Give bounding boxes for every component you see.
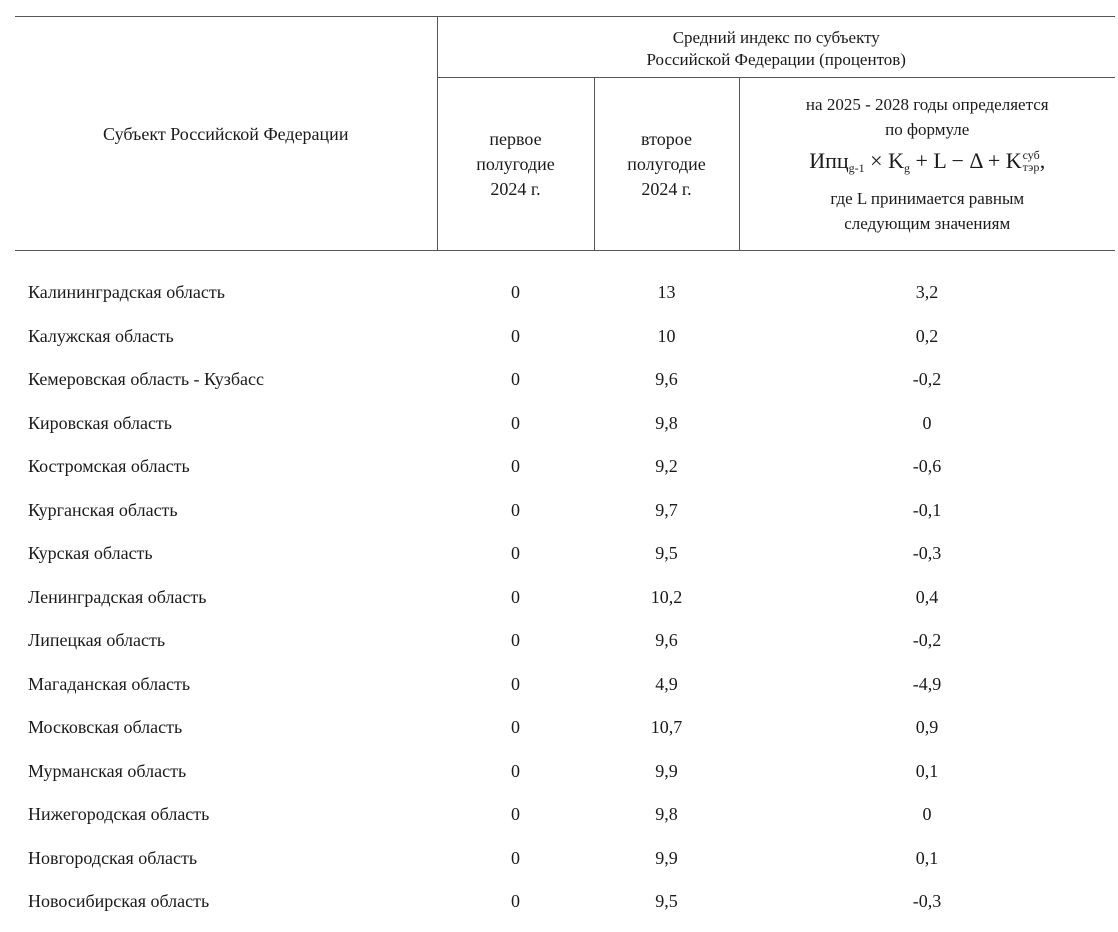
region-name-cell: Калининградская область [28,282,225,303]
second-half-value-cell: 9,7 [655,499,678,520]
second-half-value-cell: 9,6 [655,369,678,390]
l-value-cell: -4,9 [912,673,942,694]
second-half-value-cell: 9,2 [655,456,678,477]
first-half-value-cell: 0 [511,543,520,564]
formula-sup-sub [1023,149,1040,173]
l-value-cell: 0,4 [915,586,939,607]
first-half-value-cell: 0 [511,717,520,738]
formula-ipc: Ипц [809,148,849,173]
formula-expression [740,144,1116,185]
header-first-half-line2: полугодие [476,153,555,174]
formula-ipc-sub: g-1 [848,161,865,175]
table-row [15,750,1115,794]
region-name-cell: Курганская область [28,499,178,520]
table-row [15,706,1115,750]
l-value-cell: -0,1 [912,499,942,520]
table-row [15,793,1115,837]
table-body [15,251,1115,924]
table-row [15,489,1115,533]
table-row [15,880,1115,924]
header-group [437,17,1115,78]
first-half-value-cell: 0 [511,369,520,390]
second-half-value-cell: 13 [657,282,676,303]
first-half-value-cell: 0 [511,499,520,520]
header-formula-line4: следующим значениям [844,214,1011,233]
l-value-cell: -0,3 [912,891,942,912]
formula-sub: тэр [1022,159,1040,174]
header-group-line2: Российской Федерации (процентов) [646,50,906,69]
header-subject [15,17,437,251]
region-name-cell: Липецкая область [28,630,166,651]
second-half-value-cell: 9,5 [655,891,678,912]
first-half-value-cell: 0 [511,804,520,825]
l-value-cell: 0 [922,804,932,825]
table-row [15,837,1115,881]
header-second-half-line3: 2024 г. [641,178,692,199]
region-name-cell: Костромская область [28,456,190,477]
region-name-cell: Новгородская область [28,847,198,868]
header-first-half [437,78,594,251]
table-row [15,402,1115,446]
first-half-value-cell: 0 [511,891,520,912]
second-half-value-cell: 9,9 [655,760,678,781]
table-row [15,532,1115,576]
table-row [15,315,1115,359]
second-half-value-cell: 4,9 [655,673,678,694]
header-first-half-line3: 2024 г. [490,178,541,199]
header-formula-line1: на 2025 - 2028 годы определяется [805,95,1049,114]
second-half-value-cell: 9,8 [655,412,678,433]
l-value-cell: 0,9 [915,717,939,738]
l-value-cell: 3,2 [915,282,939,303]
formula-sup: суб [1022,147,1040,162]
l-value-cell: 0,1 [915,760,939,781]
l-value-cell: 0,2 [915,325,939,346]
first-half-value-cell: 0 [511,673,520,694]
l-value-cell: -0,3 [912,543,942,564]
first-half-value-cell: 0 [511,282,520,303]
second-half-value-cell: 9,5 [655,543,678,564]
first-half-value-cell: 0 [511,412,520,433]
header-second-half [594,78,739,251]
formula-times-k: × K [864,148,904,173]
first-half-value-cell: 0 [511,760,520,781]
header-first-half-line1: первое [489,128,542,149]
region-name-cell: Калужская область [28,325,174,346]
l-value-cell: -0,6 [912,456,942,477]
first-half-value-cell: 0 [511,456,520,477]
table-row [15,445,1115,489]
region-name-cell: Московская область [28,717,183,738]
table-row [15,271,1115,315]
header-formula-line3: где L принимается равным [830,189,1025,208]
table-row [15,619,1115,663]
region-name-cell: Кемеровская область - Кузбасс [28,369,264,390]
region-name-cell: Магаданская область [28,673,191,694]
formula-comma: , [1039,148,1046,173]
header-second-half-line1: второе [641,128,692,149]
formula-k-sub: g [903,161,910,175]
index-table [15,16,1115,924]
region-name-cell: Курская область [28,543,153,564]
l-value-cell: -0,2 [912,630,942,651]
table-row [15,663,1115,707]
spacer-row [15,251,1115,272]
table-row [15,576,1115,620]
first-half-value-cell: 0 [511,847,520,868]
l-value-cell: 0 [922,412,932,433]
header-second-half-line2: полугодие [627,153,706,174]
region-name-cell: Мурманская область [28,760,187,781]
header-group-line1: Средний индекс по субъекту [672,28,880,47]
table-row [15,358,1115,402]
table-header [15,17,1115,251]
region-name-cell: Нижегородская область [28,804,210,825]
spacer-cell [15,251,1115,272]
header-subject-label: Субъект Российской Федерации [103,123,349,144]
header-formula-line2: по формуле [885,120,970,139]
second-half-value-cell: 9,6 [655,630,678,651]
second-half-value-cell: 10,7 [650,717,683,738]
formula-rest: + L − Δ + K [909,148,1022,173]
second-half-value-cell: 9,8 [655,804,678,825]
l-value-cell: -0,2 [912,369,942,390]
header-formula [739,78,1115,251]
second-half-value-cell: 10,2 [650,586,683,607]
region-name-cell: Ленинградская область [28,586,207,607]
region-name-cell: Новосибирская область [28,891,210,912]
second-half-value-cell: 10 [657,325,676,346]
first-half-value-cell: 0 [511,630,520,651]
l-value-cell: 0,1 [915,847,939,868]
first-half-value-cell: 0 [511,325,520,346]
region-name-cell: Кировская область [28,412,173,433]
first-half-value-cell: 0 [511,586,520,607]
second-half-value-cell: 9,9 [655,847,678,868]
